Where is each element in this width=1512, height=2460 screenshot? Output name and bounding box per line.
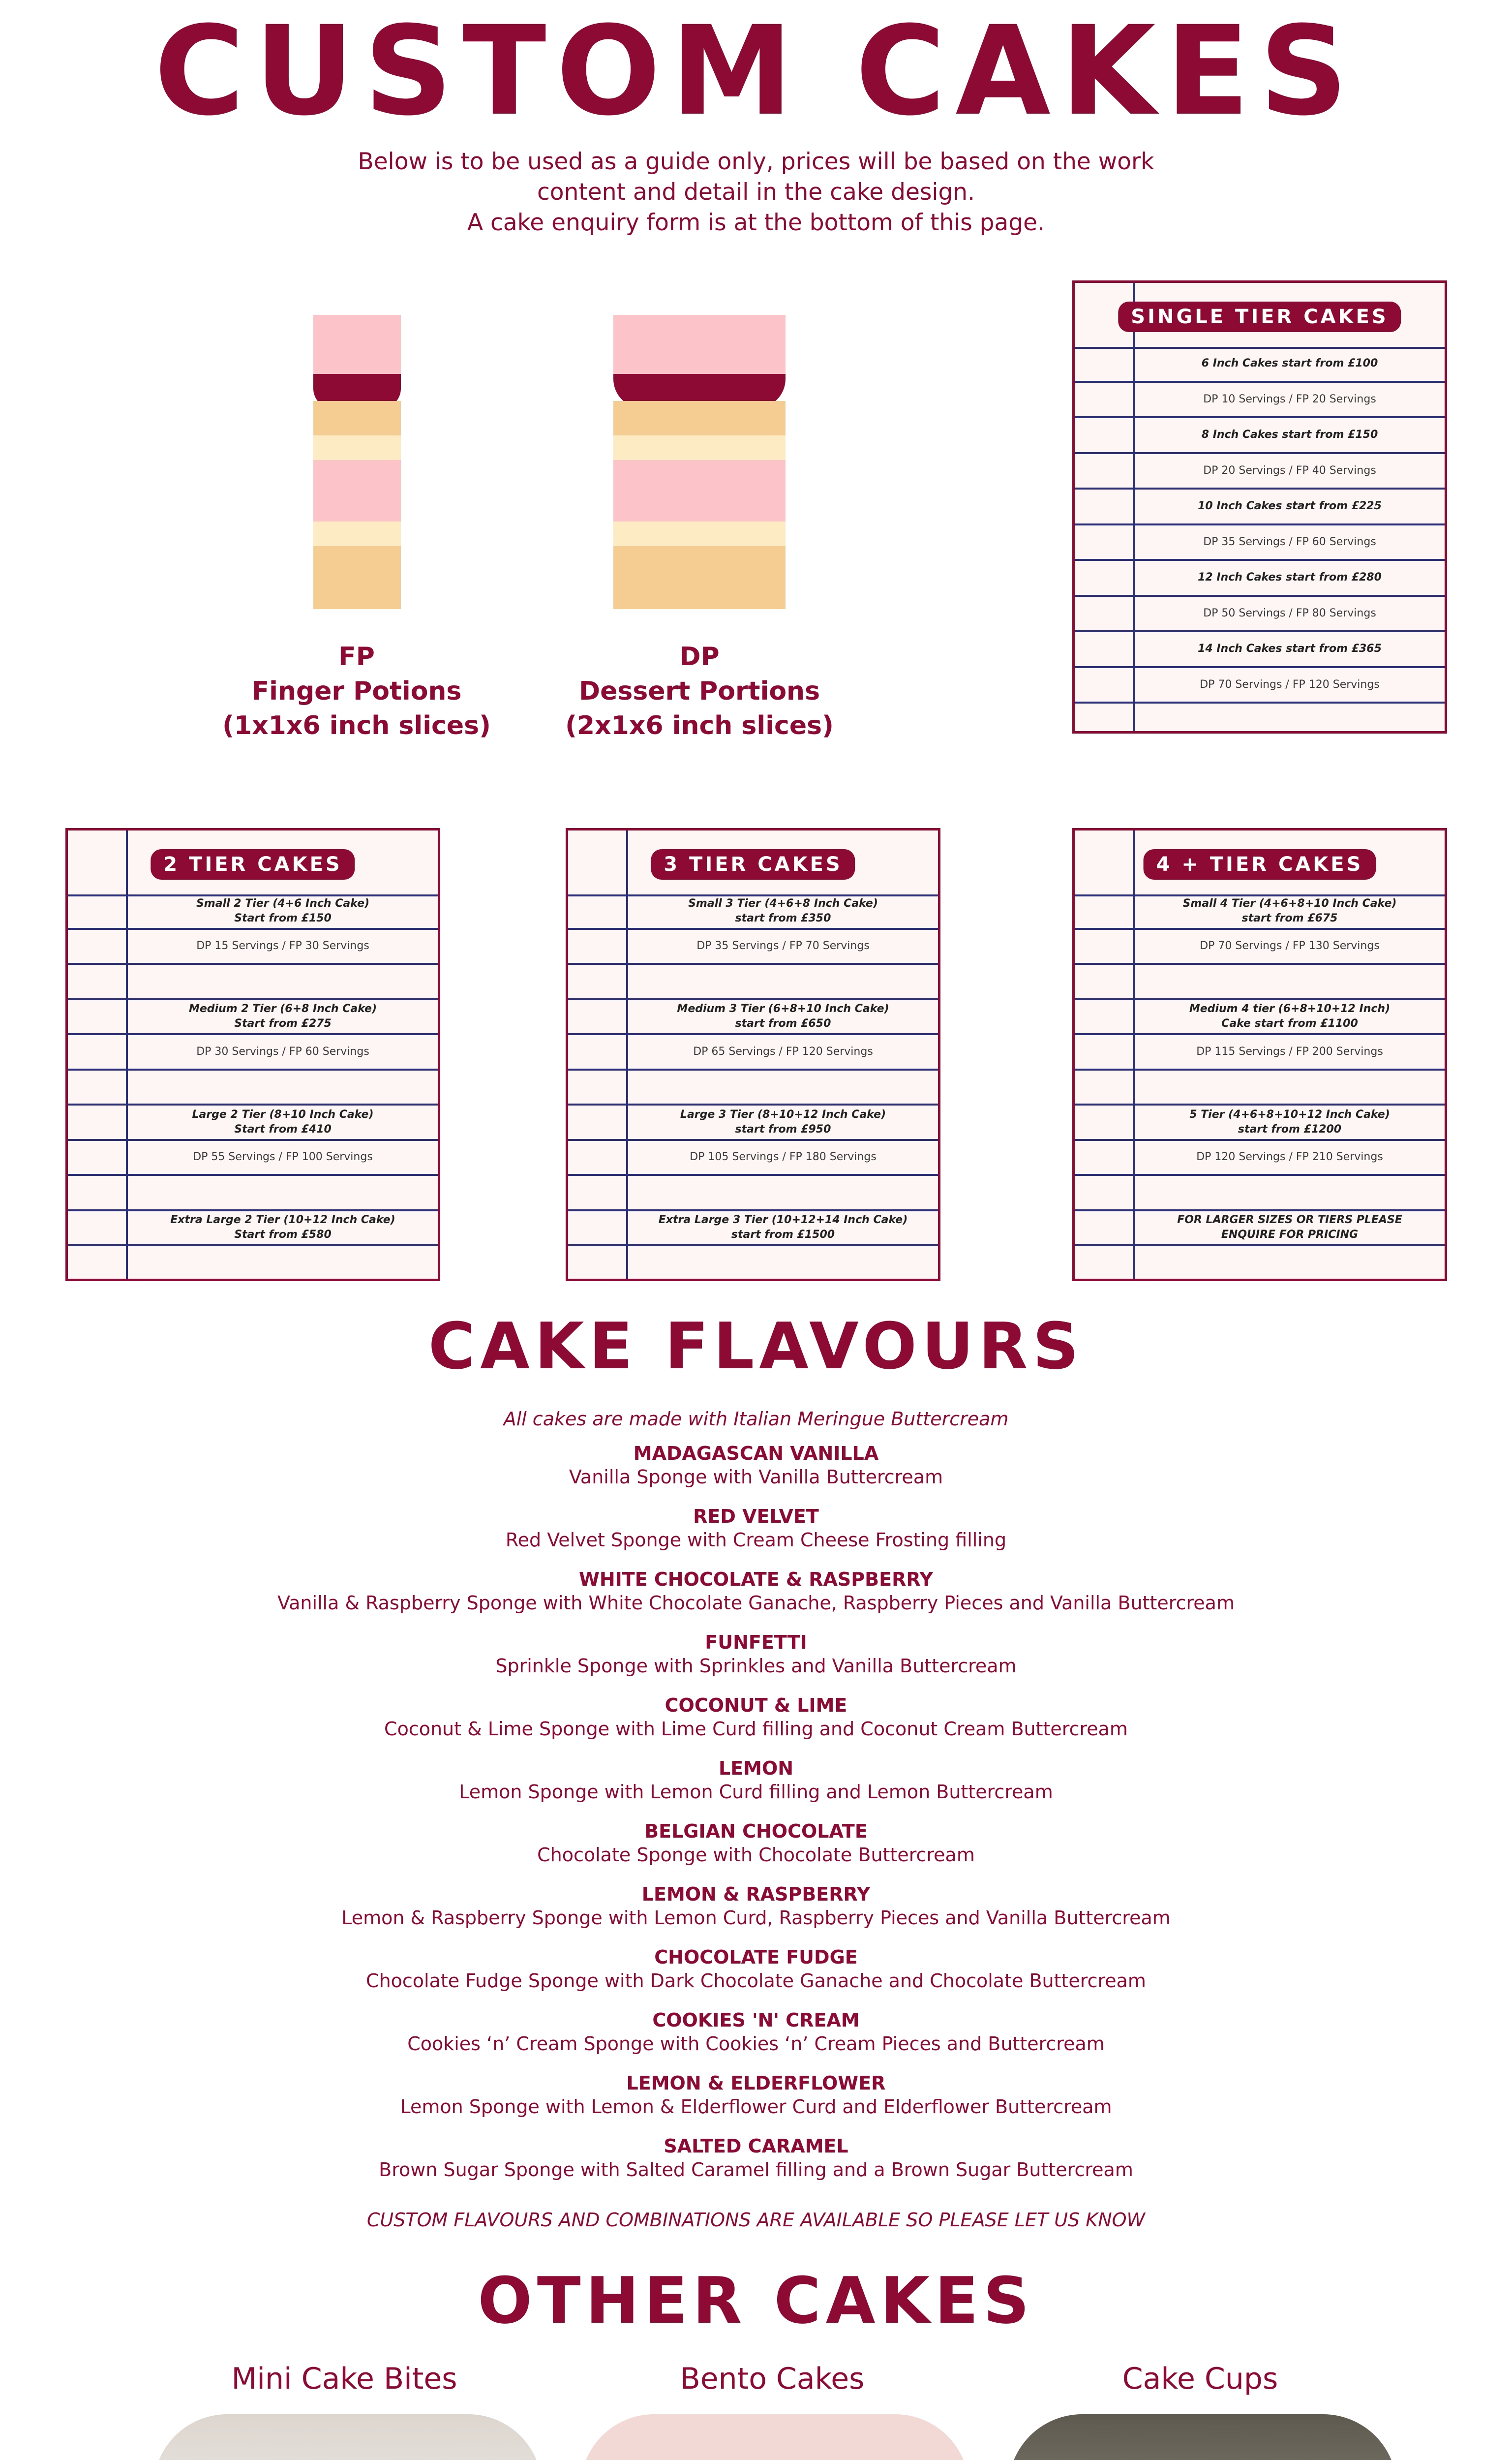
flavour-name: COCONUT & LIME	[665, 1694, 847, 1716]
table-row	[68, 1106, 438, 1141]
flavour-description: Cookies ‘n’ Cream Sponge with Cookies ‘n’ Cream Pieces and Buttercream	[407, 2033, 1105, 2055]
flavour-name: CHOCOLATE FUDGE	[654, 1946, 858, 1968]
flavour-description: Lemon Sponge with Lemon Curd filling and Lemon Buttercream	[459, 1781, 1053, 1803]
flavour-description: Vanilla Sponge with Vanilla Buttercream	[569, 1466, 943, 1488]
table-row	[68, 894, 438, 930]
table-cell	[1135, 1176, 1445, 1209]
table-cell: DP 35 Servings / FP 60 Servings	[1203, 535, 1376, 548]
flavour-name: RED VELVET	[693, 1506, 819, 1527]
table-row	[1075, 1071, 1445, 1106]
cake-cups-photo	[1008, 2414, 1397, 2460]
other-cakes-title: OTHER CAKES	[478, 2263, 1034, 2338]
table-row	[68, 1141, 438, 1176]
flavour-name: LEMON	[718, 1757, 794, 1779]
fp-name: Finger Potions	[251, 676, 462, 706]
table-row	[1075, 525, 1445, 561]
table-cell: 14 Inch Cakes start from £365	[1198, 643, 1382, 655]
dessert-portion-illustration	[613, 315, 786, 609]
table-cell	[128, 1176, 438, 1209]
table-row	[1075, 1211, 1445, 1247]
finger-portion-illustration	[313, 315, 401, 609]
flavour-description: Lemon Sponge with Lemon & Elderflower Curd and Elderflower Buttercream	[400, 2096, 1112, 2118]
table-row	[1075, 418, 1445, 454]
table-row	[68, 1071, 438, 1106]
table-row	[568, 1176, 938, 1211]
dp-label	[540, 640, 859, 743]
table-cell	[628, 1071, 938, 1104]
flavours-title: CAKE FLAVOURS	[428, 1309, 1084, 1384]
table-cell: Medium 2 Tier (6+8 Inch Cake) Start from £275	[188, 1003, 377, 1030]
table-row	[1075, 383, 1445, 419]
fp-code: FP	[338, 642, 375, 672]
table-cell: Small 3 Tier (4+6+8 Inch Cake) start from £350	[688, 897, 878, 924]
flavour-description: Chocolate Fudge Sponge with Dark Chocolate Ganache and Chocolate Buttercream	[366, 1970, 1146, 1992]
table-row	[1075, 454, 1445, 490]
table-cell: DP 35 Servings / FP 70 Servings	[696, 940, 870, 953]
table-row	[1075, 347, 1445, 383]
table-cell: Large 3 Tier (8+10+12 Inch Cake) start from £950	[680, 1108, 886, 1136]
bento-image	[580, 2414, 969, 2460]
table-row	[68, 1211, 438, 1247]
table-cell	[128, 965, 438, 998]
table-row	[568, 1211, 938, 1247]
flavour-name: BELGIAN CHOCOLATE	[644, 1820, 868, 1842]
table-cell	[628, 1176, 938, 1209]
table-cell: DP 105 Servings / FP 180 Servings	[690, 1151, 877, 1164]
table-row	[1075, 1000, 1445, 1036]
fp-label	[197, 640, 516, 743]
table-row	[1075, 965, 1445, 1000]
table-row	[1075, 1141, 1445, 1176]
table-header	[1075, 283, 1445, 349]
table-cell: Medium 4 tier (6+8+10+12 Inch) Cake start from £1100	[1189, 1003, 1391, 1030]
table-cell	[1135, 1071, 1445, 1104]
table-cell: Extra Large 3 Tier (10+12+14 Inch Cake) start from £1500	[658, 1214, 908, 1241]
table-row	[568, 1071, 938, 1106]
three-tier-table	[566, 828, 940, 1281]
intro-line: Below is to be used as a guide only, prices will be based on the work	[358, 148, 1154, 175]
table-row	[68, 1000, 438, 1036]
table-row	[1075, 597, 1445, 633]
table-row	[68, 1176, 438, 1211]
table-cell: DP 10 Servings / FP 20 Servings	[1203, 393, 1376, 405]
table-row	[68, 965, 438, 1000]
table-cell: DP 70 Servings / FP 120 Servings	[1200, 678, 1380, 691]
flavour-name: LEMON & ELDERFLOWER	[626, 2072, 886, 2094]
bento-cakes-photo	[580, 2414, 969, 2460]
flavour-item	[0, 1630, 1512, 1678]
flavour-name: FUNFETTI	[705, 1631, 807, 1653]
table-cell	[128, 1071, 438, 1104]
table-row	[568, 1141, 938, 1176]
table-cell: Medium 3 Tier (6+8+10 Inch Cake) start from £650	[677, 1003, 889, 1030]
other-cake-title: Mini Cake Bites	[231, 2362, 457, 2396]
two-tier-table	[65, 828, 440, 1281]
table-cell: DP 70 Servings / FP 130 Servings	[1200, 940, 1380, 953]
other-cake-title: Bento Cakes	[680, 2362, 865, 2396]
flavour-item	[0, 2008, 1512, 2056]
flavour-item	[0, 1945, 1512, 1993]
cake-bites-image	[153, 2414, 542, 2460]
table-row	[1075, 561, 1445, 597]
table-cell: DP 55 Servings / FP 100 Servings	[193, 1151, 373, 1164]
table-title: 2 TIER CAKES	[151, 849, 355, 880]
flavour-description: Chocolate Sponge with Chocolate Buttercream	[537, 1844, 975, 1866]
table-cell: 5 Tier (4+6+8+10+12 Inch Cake) start from £1200	[1189, 1108, 1390, 1136]
table-row	[568, 930, 938, 965]
fp-size: (1x1x6 inch slices)	[222, 711, 491, 740]
flavour-item	[0, 2134, 1512, 2182]
intro-line: content and detail in the cake design.	[537, 179, 975, 206]
table-cell	[1135, 965, 1445, 998]
table-row	[1075, 490, 1445, 525]
mini-cake-bites-photo	[153, 2414, 542, 2460]
table-cell: DP 50 Servings / FP 80 Servings	[1203, 607, 1376, 619]
flavour-description: Vanilla & Raspberry Sponge with White Chocolate Ganache, Raspberry Pieces and Vanilla Buttercream	[277, 1592, 1235, 1614]
table-cell	[628, 965, 938, 998]
table-row	[1075, 1106, 1445, 1141]
table-row	[568, 894, 938, 930]
table-cell: Small 2 Tier (4+6 Inch Cake) Start from £150	[196, 897, 370, 924]
flavours-footer: CUSTOM FLAVOURS AND COMBINATIONS ARE AVAILABLE SO PLEASE LET US KNOW	[366, 2209, 1146, 2231]
flavour-item	[0, 1693, 1512, 1741]
table-header	[68, 830, 438, 896]
flavour-description: Lemon & Raspberry Sponge with Lemon Curd, Raspberry Pieces and Vanilla Buttercream	[341, 1907, 1171, 1929]
table-cell: DP 120 Servings / FP 210 Servings	[1196, 1151, 1383, 1164]
table-row	[1075, 1176, 1445, 1211]
table-cell: DP 20 Servings / FP 40 Servings	[1203, 464, 1376, 477]
table-cell: DP 30 Servings / FP 60 Servings	[196, 1045, 369, 1058]
flavour-description: Sprinkle Sponge with Sprinkles and Vanilla Buttercream	[495, 1655, 1017, 1677]
table-header	[1075, 830, 1445, 896]
table-row	[68, 930, 438, 965]
table-cell: FOR LARGER SIZES OR TIERS PLEASE ENQUIRE FOR PRICING	[1177, 1214, 1402, 1241]
table-row	[568, 1000, 938, 1036]
table-row	[1075, 930, 1445, 965]
table-cell: 8 Inch Cakes start from £150	[1201, 429, 1378, 441]
flavour-name: WHITE CHOCOLATE & RASPBERRY	[578, 1568, 934, 1590]
table-row	[1075, 1035, 1445, 1071]
dp-code: DP	[679, 642, 720, 672]
table-row	[568, 1106, 938, 1141]
table-title: SINGLE TIER CAKES	[1118, 302, 1401, 332]
four-plus-tier-table	[1072, 828, 1447, 1281]
table-cell: Extra Large 2 Tier (10+12 Inch Cake) Start from £580	[170, 1214, 395, 1241]
flavour-description: Coconut & Lime Sponge with Lime Curd filling and Coconut Cream Buttercream	[384, 1718, 1128, 1740]
table-cell: Small 4 Tier (4+6+8+10 Inch Cake) start from £675	[1182, 897, 1397, 924]
flavours-note: All cakes are made with Italian Meringue Buttercream	[503, 1408, 1009, 1430]
flavour-name: LEMON & RASPBERRY	[641, 1883, 871, 1905]
table-row	[68, 1035, 438, 1071]
page-title: CUSTOM CAKES	[154, 0, 1358, 143]
table-cell: DP 115 Servings / FP 200 Servings	[1196, 1045, 1383, 1058]
dp-size: (2x1x6 inch slices)	[565, 711, 834, 740]
flavour-item	[0, 2071, 1512, 2119]
flavour-name: COOKIES 'N' CREAM	[652, 2009, 860, 2031]
table-row	[568, 965, 938, 1000]
table-cell: 12 Inch Cakes start from £280	[1198, 571, 1382, 584]
dp-name: Dessert Portions	[578, 676, 820, 706]
flavour-description: Brown Sugar Sponge with Salted Caramel filling and a Brown Sugar Buttercream	[379, 2159, 1133, 2181]
intro-line: A cake enquiry form is at the bottom of this page.	[467, 209, 1045, 236]
table-row	[568, 1035, 938, 1071]
table-header	[568, 830, 938, 896]
table-title: 3 TIER CAKES	[651, 849, 855, 880]
table-cell: DP 15 Servings / FP 30 Servings	[196, 940, 369, 953]
table-title: 4 + TIER CAKES	[1144, 849, 1376, 880]
flavour-name: MADAGASCAN VANILLA	[633, 1443, 879, 1464]
flavour-item	[0, 1568, 1512, 1615]
table-cell: 10 Inch Cakes start from £225	[1198, 500, 1382, 513]
table-cell: Large 2 Tier (8+10 Inch Cake) Start from £410	[192, 1108, 374, 1136]
flavour-item	[0, 1505, 1512, 1552]
flavour-item	[0, 1442, 1512, 1489]
intro-text	[246, 147, 1266, 238]
flavour-item	[0, 1756, 1512, 1804]
flavour-name: SALTED CARAMEL	[664, 2135, 848, 2157]
single-tier-table	[1072, 280, 1447, 734]
table-cell: 6 Inch Cakes start from £100	[1201, 357, 1378, 370]
other-cake-title: Cake Cups	[1122, 2362, 1278, 2396]
table-row	[1075, 632, 1445, 668]
flavour-description: Red Velvet Sponge with Cream Cheese Frosting filling	[505, 1529, 1007, 1551]
flavour-item	[0, 1882, 1512, 1930]
flavour-item	[0, 1819, 1512, 1867]
cake-cup-image	[1008, 2414, 1397, 2460]
table-row	[1075, 668, 1445, 704]
table-cell: DP 65 Servings / FP 120 Servings	[693, 1045, 873, 1058]
table-row	[1075, 894, 1445, 930]
